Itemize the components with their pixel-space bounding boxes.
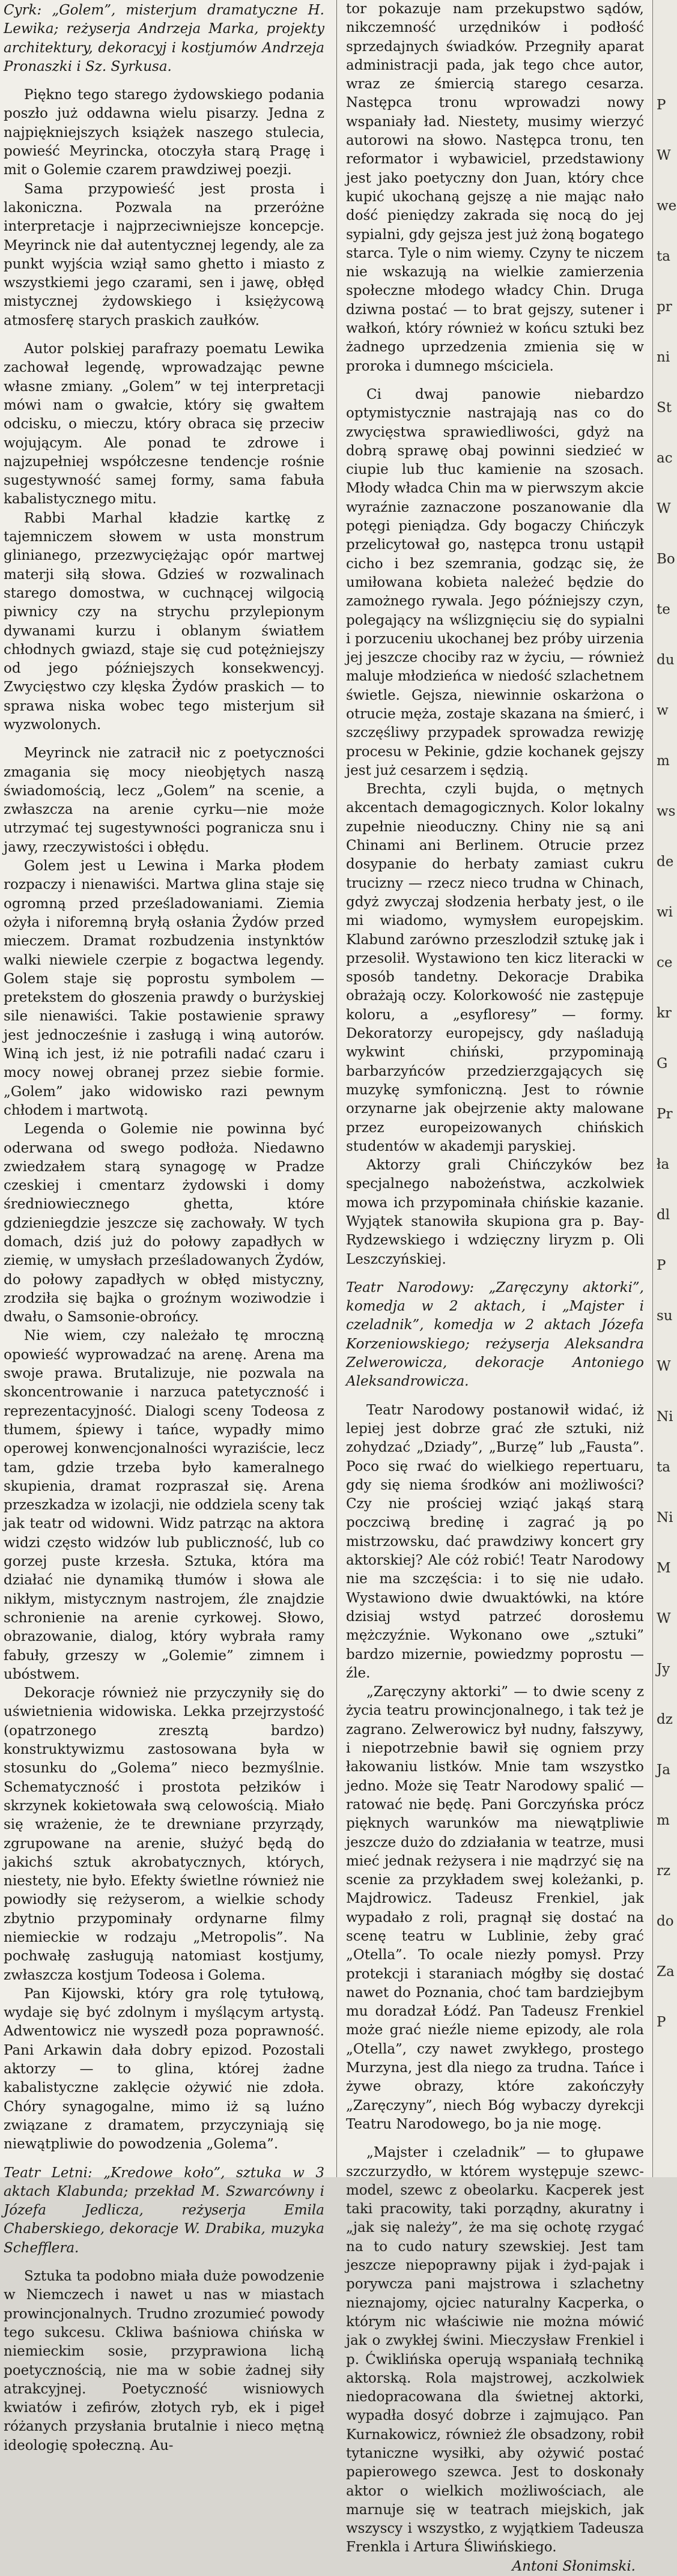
right-paragraph: tor pokazuje nam przekupstwo sądów, nikczemność urzędników i podłość sprzedajnych świadków. Przegniły aparat administracji pada, jak tego chce autor, wraz ze śmiercią starego cesarza. Następca tronu wprowadzi nowy wspaniały ład. Niestety, musimy wierzyć autorowi na słowo. Następca tronu, ten reformator i wybawiciel, przedstawiony jest jako poetyczny don Juan, który chce kupić ukochaną gejszę a nie mając nało dość pieniędzy zakrada się nocą do jej sypialni, gdy gejsza jest już żoną bogatego starca. Tyle o nim wiemy. Czyny te niczem nie wskazują na wielkie zamierzenia społeczne młodego władcy Chin. Druga dziwna postać — to brat gejszy, sutener i wałkoń, który również w końcu sztuki bez żadnego uprzedzenia zmienia się w proroka i dumnego mściciela. — [346, 1, 644, 374]
column-left — [0, 0, 330, 2453]
left-paragraph: Golem jest u Lewina i Marka płodem rozpaczy i nienawiści. Martwa glina staje się ogromną przed prześladowaniami. Ziemia ożyła i niforemną bryłą osłania Żydów przed mieczem. Dramat rozbudzenia instynktów walki niewiele czerpie z bogactwa legendy. Golem staje się poprostu symbolem — pretekstem do głoszenia prawdy o burżyskiej sile nienawiści. Takie postawienie sprawy jest jednocześnie i zasługą i winą autorów. Winą ich jest, iż nie potrafili nadać czaru i mocy nowej obranej przez siebie formie. „Golem” jako widowisko razi pewnym chłodem i martwotą. — [4, 858, 324, 1118]
edge-fragment: ła — [657, 1157, 670, 1172]
edge-fragment: m — [657, 1813, 670, 1828]
left-paragraph: Nie wiem, czy należało tę mroczną opowieść wyprowadzać na arenę. Arena ma swoje prawa. Brutalizuje, nie pozwala na skoncentrowanie i narzuca patetyczność i reprezentacyjność. Dialogi sceny Todeosa z tłumem, śpiewy i tańce, wypadły mimo operowej konwencjonalności wyraziście, lecz tam, gdzie trzeba było kameralnego skupienia, dramat rozpraszał się. Arena przeszkadza w izolacji, nie oddziela sceny tak jak teatr od widowni. Widz patrząc na aktora widzi często widzów lub publiczność, lub co gorzej puste krzesła. Sztuka, która ma działać nie dynamiką tłumów i słowa ale nikłym, mistycznym nastrojem, źle znajdzie schronienie na arenie cyrkowej. Słowo, obrazowanie, dialog, który wybrała ramy fabuły, grzeszy w „Golemie” zimnem i ubóstwem. — [4, 1328, 324, 1682]
left-paragraph: Dekoracje również nie przyczyniły się do uświetnienia widowiska. Lekka przejrzystość (opatrzonego zresztą bardzo) konstruktywizmu zastosowana była w stosunku do „Golema” nieco bezmyślnie. Schematyczność i prostota pełzików i skrzynek kokietowała swą celowością. Miało się wrażenie, że te drewniane przyrządy, zgrupowane na arenie, służyć będą do jakichś sztuk akrobatycznych, których, niestety, nie było. Efekty świetlne również nie powiodły się reżyserom, a wielkie schody zbytnio przypominały ordynarne filmy niemieckie w rodzaju „Metropolis”. Na pochwałę zasługują natomiast kostjumy, zwłaszcza kostjum Todeosa i Golema. — [4, 1685, 324, 1983]
edge-fragment: Za — [657, 1964, 675, 1980]
left-paragraph: Sama przypowieść jest prosta i lakoniczna. Pozwala na przeróżne interpretacje i najprzeciwniejsze koncepcje. Meyrinck nie dał autentycznej legendy, ale za punkt wyjścia wziął samo ghetto i miasto z wszystkiemi jego czarami, sen i jawę, obłęd mistycznej żydowskiego i księżycową atmosferę starych praskich zaułków. — [4, 181, 324, 329]
edge-fragment: Jy — [657, 1661, 670, 1677]
edge-fragment: wi — [657, 905, 673, 920]
right-paragraph: Teatr Narodowy: „Zaręczyny aktorki”, komedja w 2 aktach, i „Majster i czeladnik”, komedja w 2 aktach Józefa Korzeniowskiego; reżyserja Aleksandra Zelwerowicza, dekoracje Antoniego Aleksandrowicza. — [346, 1279, 644, 1390]
edge-fragment: dl — [657, 1207, 670, 1223]
edge-fragment: ta — [657, 249, 670, 264]
left-paragraph: Cyrk: „Golem”, misterjum dramatyczne H. Lewika; reżyserja Andrzeja Marka, projekty architektury, dekoracyj i kostjumów Andrzeja Pronaszki i Sz. Syrkusa. — [4, 2, 324, 74]
right-paragraph: Antoni Słonimski. — [512, 2558, 636, 2574]
edge-fragment: ta — [657, 1459, 670, 1475]
edge-fragment: W — [657, 1359, 671, 1374]
edge-fragment: ac — [657, 450, 673, 466]
right-paragraph: Aktorzy grali Chińczyków bez specjalnego nabożeństwa, aczkolwiek mowa ich przypominała chińskie kazanie. Wyjątek stanowiła skupiona gra p. Bay-Rydzewskiego i wdzięczny liryzm p. Oli Leszczyńskiej. — [346, 1157, 644, 1267]
edge-fragment: St — [657, 400, 672, 416]
edge-fragment: ni — [657, 350, 670, 365]
right-paragraph: Ci dwaj panowie niebardzo optymistycznie nastrajają nas co do zwycięstwa sprawiedliwości, gdyż na dobrą sprawę obaj powinni siedzieć w ciupie lub tłuc kamienie na szosach. Młody władca Chin ma w pierwszym akcie wyraźnie zaznaczone poszanowanie dla potęgi pieniądza. Gdy bogaczy Chińczyk przelicytował go, następca tronu ustąpił cicho i bez szemrania, godząc się, że umiłowana kobieta należeć będzie do zamożnego rywala. Jego późniejszy czyn, polegający na wślizgnięciu się do sypialni i porzuceniu ukochanej bez próby uirzenia jej jeszcze chociby raz w życiu, — również maluje młodzieńca w niedość szlachetnem świetle. Gejsza, niewinnie oskarżona o otrucie męża, zostaje skazana na śmierć, i szczęśliwy przypadek sprowadza rewizję procesu w Pekinie, gdzie kochanek gejszy jest już cesarzem i sędzią. — [346, 386, 644, 778]
edge-fragment: Ni — [657, 1409, 673, 1425]
edge-fragment: w — [657, 703, 669, 718]
edge-fragment: ce — [657, 955, 673, 971]
edge-fragment: pr — [657, 299, 672, 315]
right-paragraph: Teatr Narodowy postanowił widać, iż lepiej jest dobrze grać złe sztuki, niż zohydzać „Dziady”, „Burzę” lub „Fausta”. Poco się rwać do wielkiego repertuaru, gdy się niema środków ani możliwości? Czy nie prościej wziąć jakąś starą poczciwą bredinę i zagrać ją po mistrzowsku, dać prawdziwy koncert gry aktorskiej? Ale cóż robić! Teatr Narodowy nie ma szczęścia: i to się nie udało. Wystawiono dwie dwuaktówki, na które dzisiaj wstyd patrzeć dorosłemu mężczyźnie. Wykonano owe „sztuki” bardzo mizernie, powiedzmy poprostu — źle. — [346, 1402, 644, 1681]
edge-fragment: kr — [657, 1005, 672, 1021]
adjacent-page-edge — [652, 0, 677, 2177]
edge-fragment: W — [657, 1611, 671, 1626]
left-paragraph: Meyrinck nie zatracił nic z poetyczności zmagania się mocy nieobjętych naszą świadomością, lecz „Golem” na scenie, a zwłaszcza na arenie cyrku—nie może utrzymać tej sugestywności pogranicza snu i jawy, rzeczywistości i obłędu. — [4, 745, 324, 855]
column-rule — [336, 0, 337, 2177]
edge-fragment: ws — [657, 804, 676, 819]
left-paragraph: Rabbi Marhal kładzie kartkę z tajemniczem słowem w usta monstrum glinianego, przezwyciężając opór martwej materji siłą słowa. Gdzieś w rozwalinach starego domostwa, w cuchnącej wilgocią piwnicy czy na strychu przylepionym dywanami kurzu i oblanym światłem chłodnych gwiazd, staje się cud potężniejszy od jego późniejszych konsekwencyj. Zwycięstwo czy klęska Żydów praskich — to sprawa niska wobec tego misterjum sił wyzwolonych. — [4, 510, 324, 733]
edge-fragment: P — [657, 2014, 666, 2030]
edge-fragment: Pr — [657, 1106, 673, 1122]
edge-fragment: te — [657, 602, 670, 617]
edge-fragment: W — [657, 501, 671, 517]
edge-fragment: m — [657, 753, 670, 769]
edge-fragment: P — [657, 97, 666, 113]
right-paragraph: Brechta, czyli bujda, o mętnych akcentach demagogicznych. Kolor lokalny zupełnie nieoduczny. Chiny nie są ani Chinami ani Berlinem. Otrucie przez dosypanie do herbaty zamiast cukru trucizny — rzecz nieco trudna w Chinach, gdyż zwyczaj słodzenia herbaty jest, o ile mi wiadomo, wymysłem europejskim. Klabund zarówno przeszlodził sztukę jak i przesolił. Wystawiono ten kicz literacki w sposób tandetny. Dekoracje Drabika obrażają oczy. Kolorkowość nie zastępuje koloru, a „esyfloresy” — formy. Dekoratorzy europejscy, gdy naśladują wykwint chiński, przypominają barbarzyńców przedzierzgających się muzykę symfoniczną. Jest to równie orzynarne jak obejrzenie akty malowane przez europeizowanych chińskich studentów w akademji paryskiej. — [346, 781, 644, 1154]
right-paragraph: „Majster i czeladnik” — to głupawe szczurzydło, w którem występuje szewc-model, szewc z obeolarku. Kacperek jest taki pracowity, taki porządny, akuratny i „jak się należy”, że ma się ochotę rzygać na to cudo natury szewskiej. Jest tam jeszcze niepoprawny pijak i żyd-pajak i porywcza pani majstrowa i szlachetny nieznajomy, ojciec naturalny Kacperka, o którym nic właściwie nie można mówić jak o zwykłej świni. Mieczysław Frenkiel i p. Ćwiklińska operują wspaniałą techniką aktorską. Rola majstrowej, aczkolwiek niedopracowana dla świetnej aktorki, wypadła dosyć dobrze i zajmująco. Pan Kurnakowicz, również źle obsadzony, robił tytaniczne wysiłki, aby ożywić postać papierowego szewca. Jest to doskonały aktor o wielkich możliwościach, ale marnuje się w teatrach miejskich, jak wszyscy i wszystko, z wyjątkiem Tadeusza Frenkla i Artura Śliwińskiego. — [346, 2145, 644, 2556]
left-paragraph: Piękno tego starego żydowskiego podania poszło już oddawna wielu pisarzy. Jedna z najpiękniejszych książek naszego stulecia, powieść Meyrincka, otoczyła starą Pragę i mit o Golemie czarem prawdziwej poezji. — [4, 87, 324, 178]
edge-fragment: du — [657, 652, 675, 668]
edge-fragment: M — [657, 1560, 671, 1576]
right-paragraph: „Zaręczyny aktorki” — to dwie sceny z życia teatru prowincjonalnego, i tak też je zagrano. Zelwerowicz był nudny, fałszywy, i niepotrzebnie bawił się ogniem przy łakowaniu listków. Mnie tam wszystko jedno. Może się Teatr Narodowy spalić — ratować nie będę. Pani Gorczyńska prócz pięknych warunków ma niewątpliwie jeszcze dużo do zdziałania w teatrze, musi mieć jednak reżysera i nie mądrzyć się na scenie za przykładem swej koleżanki, p. Majdrowicz. Tadeusz Frenkiel, jak wypadało z roli, pragnął się dostać na scenę teatru w Lublinie, żeby grać „Otella”. To ocale niezły pomysł. Przy protekcji i staraniach mógłby się dostać nawet do Poznania, choć tam bardziejbym mu doradzał Łódź. Pan Tadeusz Frenkiel może grać nieźle nieme epizody, ale rola „Otella”, czy nawet zwykłego, prostego Murzyna, jest dla niego za trudna. Tańce i żywe obrazy, które zakończyły „Zaręczyny”, niech Bóg wybaczy dyrekcji Teatru Narodowego, bo ja nie mogę. — [346, 1684, 644, 2132]
edge-fragment: P — [657, 1258, 666, 1273]
left-paragraph: Autor polskiej parafrazy poematu Lewika zachował legendę, wprowadzając pewne własne zmiany. „Golem” w tej interpretacji mówi nam o gwałcie, który się gwałtem odcisku, o mieczu, który obraca się przeciw wojującym. Ale ponad te zdrowe i najzupełniej współczesne tendencje rośnie sugestywność samej formy, sama fabuła kabalistycznego mitu. — [4, 341, 324, 508]
edge-fragment: Bo — [657, 551, 675, 567]
edge-fragment: Ja — [657, 1762, 670, 1778]
edge-fragment: de — [657, 854, 674, 870]
left-paragraph: Teatr Letni: „Kredowe koło”, sztuka w 3 aktach Klabunda; przekład M. Szwarcówny i Józefa Jedlicza, reżyserja Emila Chaberskiego, dekoracje W. Drabika, muzyka Schefflera. — [4, 2165, 324, 2256]
edge-fragment: W — [657, 148, 671, 163]
edge-fragment: dz — [657, 1712, 673, 1727]
edge-fragment: rz — [657, 1863, 671, 1879]
edge-fragment: su — [657, 1308, 673, 1324]
edge-fragment: do — [657, 1914, 674, 1929]
edge-fragment: we — [657, 198, 677, 214]
edge-fragment: Ni — [657, 1510, 673, 1526]
left-paragraph: Pan Kijowski, który gra rolę tytułową, wydaje się być zdolnym i myślącym artystą. Adwentowicz nie wyszedł poza poprawność. Pani Arkawin dała dobry epizod. Pozostali aktorzy — to glina, której żadne kabalistyczne zaklęcie ożywić nie zdoła. Chóry synagogalne, mimo iż są luźno związane z dramatem, przyczyniają się niewątpliwie do powodzenia „Golema”. — [4, 1986, 324, 2153]
column-right — [344, 0, 648, 2574]
left-paragraph: Sztuka ta podobno miała duże powodzenie w Niemczech i nawet u nas w miastach prowincjonalnych. Trudno zrozumieć powody tego sukcesu. Ckliwa baśniowa chińska w niemieckim sosie, przyprawiona lichą poetycznością, nie ma w sobie żadnej siły atrakcyjnej. Poetyczność wisniowych kwiatów i zefirów, złotych ryb, ek i pigeł różanych przysłania brutalnie i nieco mętną ideologię społeczną. Au- — [4, 2268, 324, 2453]
left-paragraph: Legenda o Golemie nie powinna być oderwana od swego podłoża. Niedawno zwiedzałem starą synagogę w Pradze czeskiej i cmentarz żydowski i domy średniowiecznego ghetta, które gdzieniegdzie jeszcze się zachowały. W tych domach, dziś już do połowy zapadłych w ziemię, w umysłach prześladowanych Żydów, do połowy zapadłych w obłęd mistyczny, zrodziła się bajka o groźnym woziwodzie i dwału, o Samsonie-obrońcy. — [4, 1121, 324, 1326]
edge-fragment: G — [657, 1056, 668, 1071]
